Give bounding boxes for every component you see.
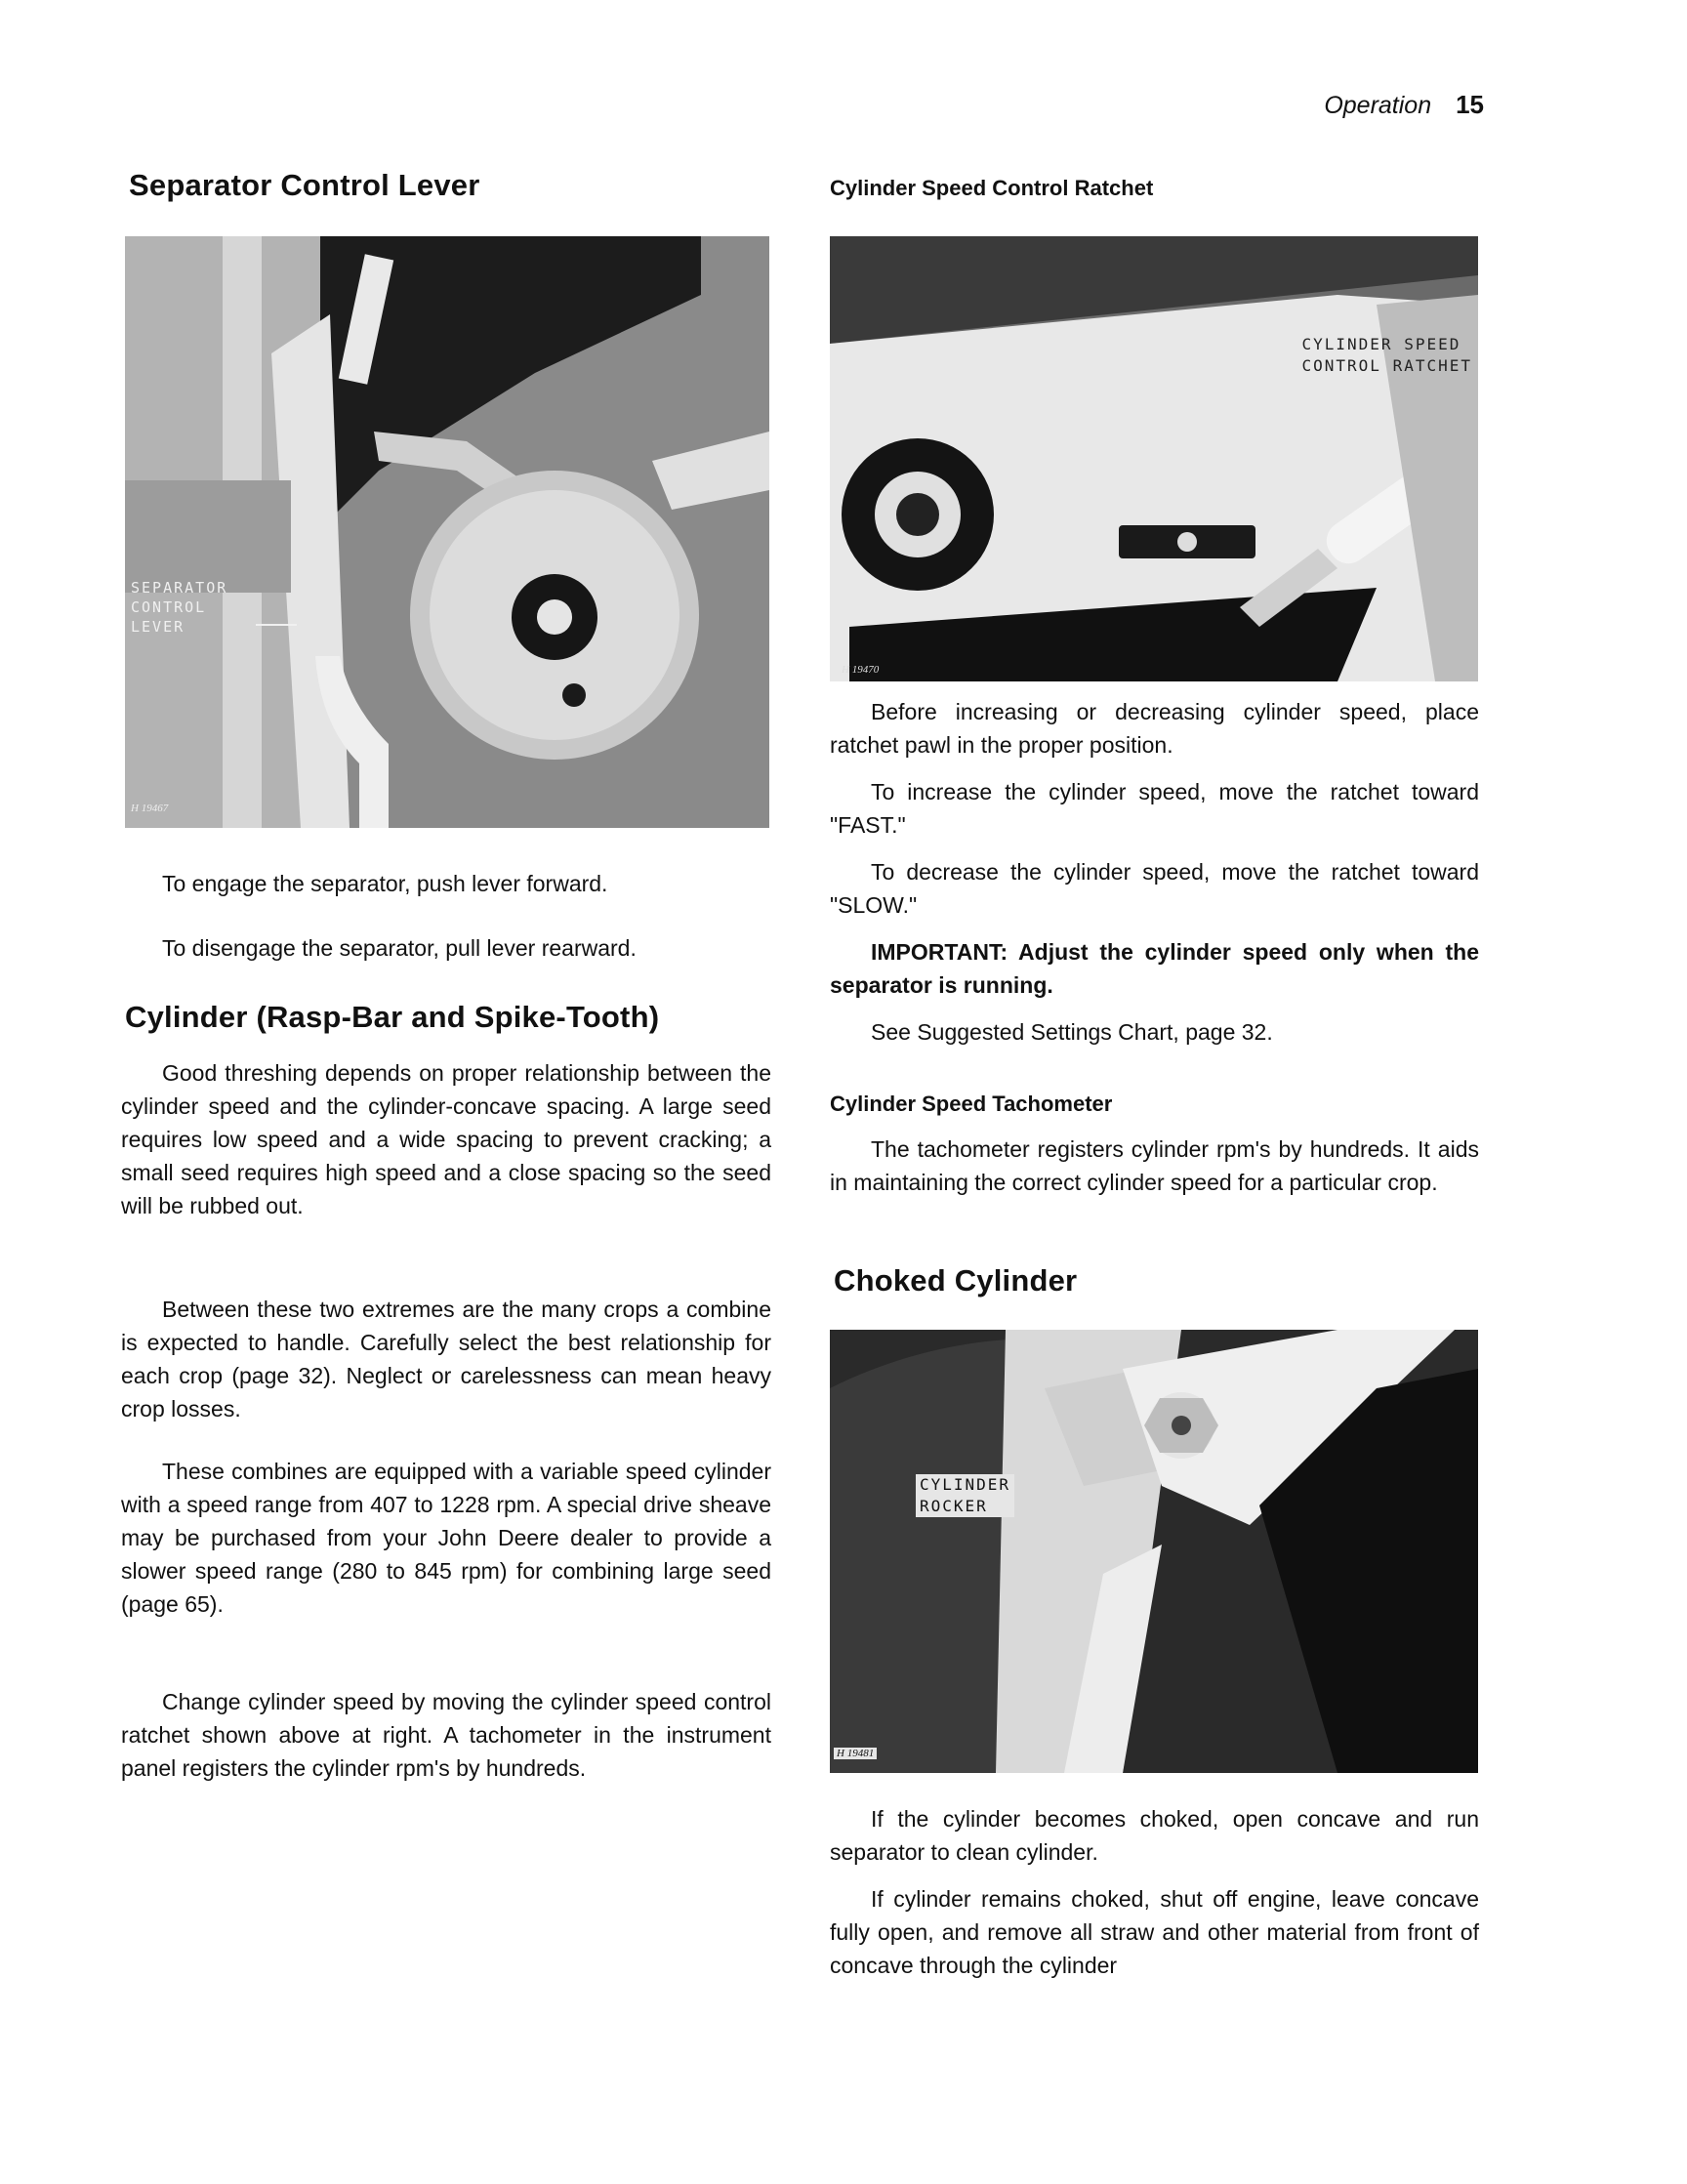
section-title: Operation: [1324, 92, 1432, 119]
callout-line: SEPARATOR: [131, 579, 228, 597]
ratchet-photo: [830, 236, 1478, 681]
cross-reference: See Suggested Settings Chart, page 32.: [871, 1019, 1273, 1045]
callout-line: CONTROL RATCHET: [1301, 356, 1472, 375]
paragraph: To engage the separator, push lever forward.: [162, 871, 608, 896]
figure-id: H 19470: [842, 664, 880, 676]
page-number: 15: [1456, 90, 1484, 119]
callout-line: CONTROL: [131, 598, 207, 616]
callout-leader-line: [256, 624, 297, 626]
separator-callout: [131, 578, 227, 637]
choked-cylinder-photo: [830, 1330, 1478, 1773]
paragraph: Before increasing or decreasing cylinder speed, place ratchet pawl in the proper position.: [830, 699, 1479, 758]
paragraph: To increase the cylinder speed, move the ratchet toward "FAST.": [830, 779, 1479, 838]
choked-cylinder-image: [830, 1330, 1478, 1773]
separator-lever-photo: [125, 236, 769, 828]
figure-id: H 19481: [834, 1748, 877, 1759]
paragraph: To decrease the cylinder speed, move the ratchet toward "SLOW.": [830, 859, 1479, 918]
paragraph: Change cylinder speed by moving the cylinder speed control ratchet shown above at right. A tachometer in the instrument panel registers the cylinder rpm's by hundreds.: [121, 1689, 771, 1781]
ratchet-callout: [1302, 334, 1473, 377]
choked-heading: Choked Cylinder: [834, 1263, 1078, 1298]
callout-line: LEVER: [131, 618, 185, 636]
important-note: IMPORTANT: Adjust the cylinder speed only when the separator is running.: [830, 939, 1479, 998]
paragraph: Between these two extremes are the many crops a combine is expected to handle. Carefully select the best relationship for each crop (page 32). Neglect or carelessness can mean heavy crop losses.: [121, 1297, 771, 1422]
separator-lever-image: [125, 236, 769, 828]
paragraph: Good threshing depends on proper relationship between the cylinder speed and the cylinder-concave spacing. A large seed requires low speed and a wide spacing to prevent cracking; a small seed requires high speed and a close spacing so the seed will be rubbed out.: [121, 1060, 771, 1218]
paragraph: The tachometer registers cylinder rpm's by hundreds. It aids in maintaining the correct cylinder speed for a particular crop.: [830, 1136, 1479, 1195]
cylinder-heading: Cylinder (Rasp-Bar and Spike-Tooth): [125, 1000, 660, 1034]
ratchet-image: [830, 236, 1478, 681]
page-header: [1324, 90, 1484, 120]
paragraph: These combines are equipped with a variable speed cylinder with a speed range from 407 to 1228 rpm. A special drive sheave may be purchased from your John Deere dealer to provide a slower speed range (280 to 845 rpm) for combining large seed (page 65).: [121, 1459, 771, 1617]
paragraph: If cylinder remains choked, shut off engine, leave concave fully open, and remove all straw and other material from front of concave through the cylinder: [830, 1886, 1479, 1978]
tachometer-heading: Cylinder Speed Tachometer: [830, 1092, 1113, 1116]
paragraph: To disengage the separator, pull lever rearward.: [162, 935, 637, 961]
paragraph: If the cylinder becomes choked, open concave and run separator to clean cylinder.: [830, 1806, 1479, 1865]
callout-line: ROCKER: [920, 1497, 988, 1515]
figure-id: H 19467: [131, 803, 169, 814]
separator-heading: Separator Control Lever: [129, 168, 480, 202]
ratchet-heading: Cylinder Speed Control Ratchet: [830, 176, 1154, 200]
callout-line: CYLINDER SPEED: [1301, 335, 1461, 353]
callout-line: CYLINDER: [920, 1475, 1011, 1494]
choked-callout: [916, 1474, 1014, 1517]
